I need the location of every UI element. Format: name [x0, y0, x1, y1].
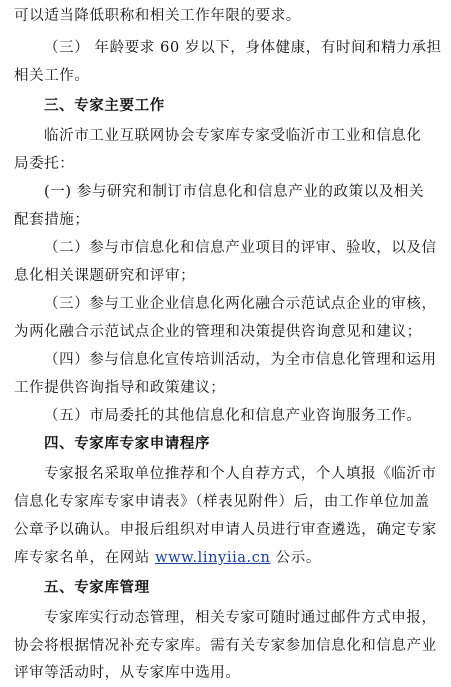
paragraph-line: 专家报名采取单位推荐和个人自荐方式，个人填报《临沂市 [44, 466, 437, 482]
list-item-line: （三）参与工业企业信息化两化融合示范试点企业的审核， [44, 296, 437, 312]
list-item-line: 为两化融合示范试点企业的管理和决策提供咨询意见和建议； [14, 324, 422, 340]
paragraph-line: 临沂市工业互联网协会专家库专家受临沂市工业和信息化 [44, 128, 422, 144]
section-heading-4: 四、专家库专家申请程序 [44, 436, 211, 452]
paragraph-line: 公章予以确认。申报后组织对申请人员进行审查遴选，确定专家 [14, 522, 437, 538]
section-heading-3: 三、专家主要工作 [44, 98, 165, 114]
paragraph-line: 局委托： [14, 156, 75, 172]
website-link[interactable]: www.linyiia.cn [155, 550, 271, 566]
paragraph-line: （三） 年龄要求 60 岁以下，身体健康，有时间和精力承担 [44, 40, 442, 56]
list-item-line: （四）参与信息化宣传培训活动，为全市信息化管理和运用 [44, 352, 437, 368]
section-heading-5: 五、专家库管理 [44, 580, 150, 596]
paragraph-text: 库专家名单，在网站 [14, 550, 156, 566]
paragraph-line: 协会将根据情况补充专家库。需有关专家参加信息化和信息产业 [14, 638, 437, 654]
list-item-line: （五）市局委托的其他信息化和信息产业咨询服务工作。 [44, 408, 422, 424]
list-item-line: （二）参与市信息化和信息产业项目的评审、验收，以及信 [44, 240, 437, 256]
paragraph-line: 相关工作。 [14, 68, 90, 84]
paragraph-line: 信息化专家库专家申请表》（样表见附件）后，由工作单位加盖 [14, 494, 430, 510]
paragraph-line: 评审等活动时，从专家库中选用。 [14, 665, 241, 681]
paragraph-line: 专家库实行动态管理，相关专家可随时通过邮件方式申报， [44, 610, 437, 626]
paragraph-text: 公示。 [270, 550, 321, 566]
paragraph-line: 可以适当降低职称和相关工作年限的要求。 [14, 8, 301, 24]
list-item-line: (一) 参与研究和制订市信息化和信息产业的政策以及相关 [44, 184, 425, 200]
list-item-line: 息化相关课题研究和评审； [14, 268, 196, 284]
list-item-line: 配套措施； [14, 212, 90, 228]
paragraph-line [14, 548, 439, 568]
list-item-line: 工作提供咨询指导和政策建议； [14, 380, 226, 396]
